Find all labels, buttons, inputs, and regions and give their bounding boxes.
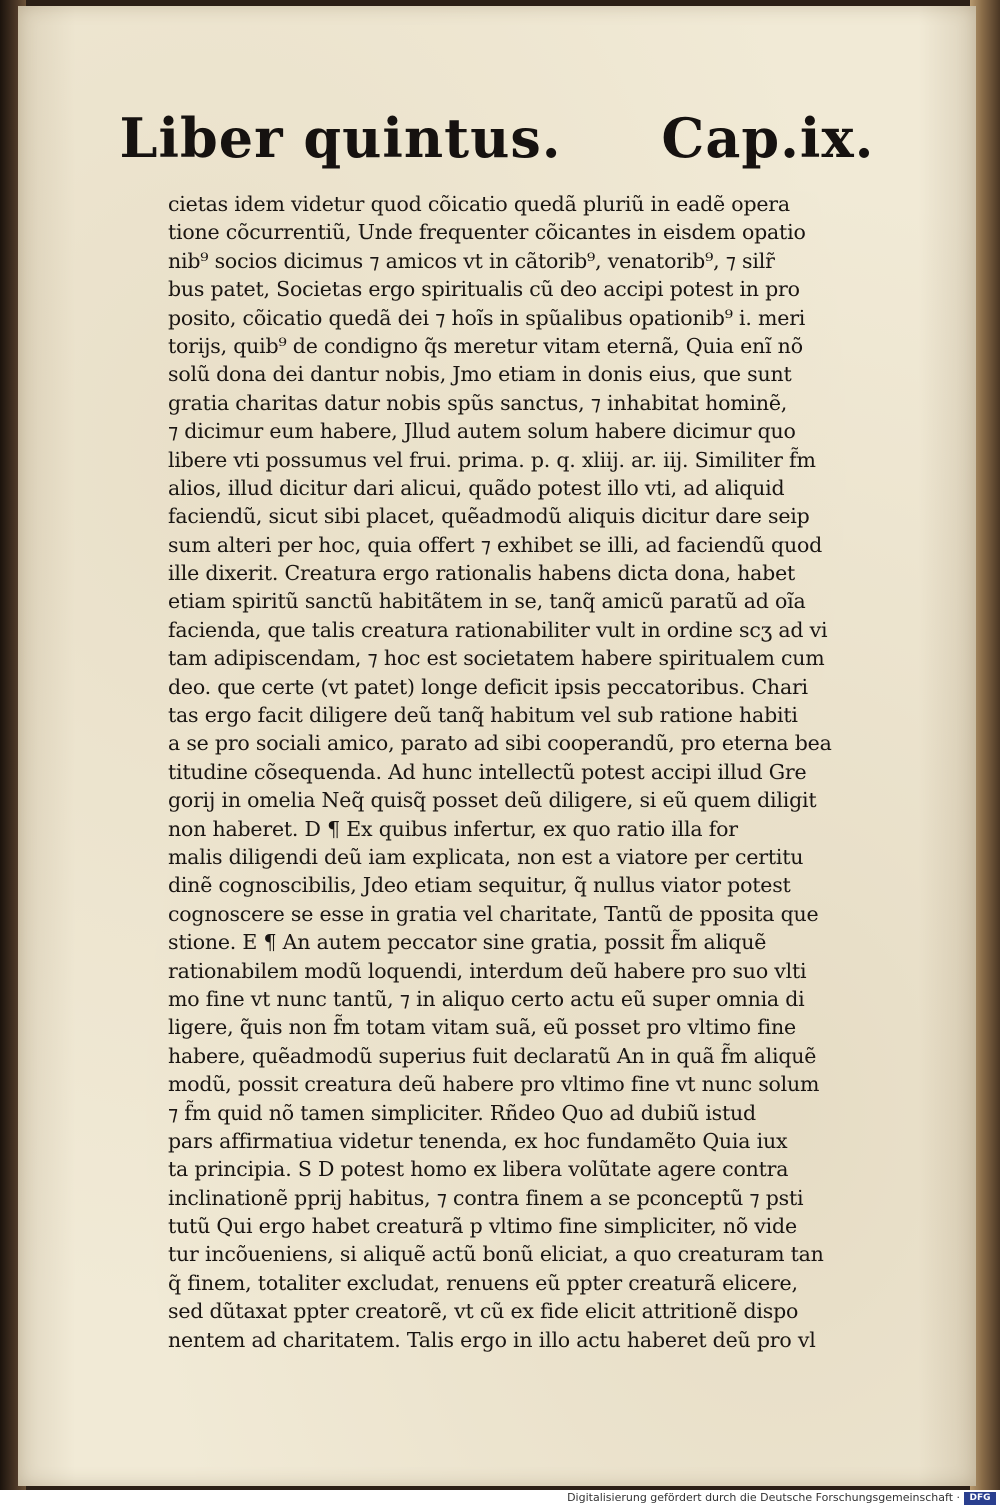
digitization-footer [0, 1490, 1000, 1508]
text-line: rationabilem modũ loquendi, interdum deũ habere pro suo vlti [168, 958, 807, 983]
dfg-logo: DFG [964, 1492, 996, 1505]
text-line: nentem ad charitatem. Talis ergo in illo actu haberet deũ pro vl [168, 1327, 816, 1352]
text-line: tutũ Qui ergo habet creaturã p vltimo fine simpliciter, nõ vide [168, 1214, 797, 1239]
text-line: habere, quẽadmodũ superius fuit declaratũ An in quã f̃m aliquẽ [168, 1043, 817, 1068]
text-line: inclinationẽ pprij habitus, ⁊ contra finem a se pconceptũ ⁊ psti [168, 1185, 804, 1210]
text-line: torijs, quib⁹ de condigno q̃s meretur vitam eternã, Quia enĩ nõ [168, 333, 803, 358]
text-line: gratia charitas datur nobis spũs sanctus, ⁊ inhabitat hominẽ, [168, 390, 788, 415]
text-line: libere vti possumus vel frui. prima. p. q. xliij. ar. iij. Similiter f̃m [168, 447, 816, 472]
text-line: pars affirmatiua videtur tenenda, ex hoc fundamẽto Quia iux [168, 1128, 788, 1153]
text-line: facienda, que talis creatura rationabiliter vult in ordine scʒ ad vi [168, 617, 828, 642]
text-line: dinẽ cognoscibilis, Jdeo etiam sequitur, q̃ nullus viator potest [168, 873, 791, 898]
text-line: deo. que certe (vt patet) longe deficit ipsis peccatoribus. Chari [168, 674, 808, 699]
text-line: non haberet. D ¶ Ex quibus infertur, ex quo ratio illa for [168, 816, 738, 841]
running-head [18, 106, 976, 170]
book-title-heading: Liber quintus. [119, 106, 562, 170]
text-line: mo fine vt nunc tantũ, ⁊ in aliquo certo actu eũ super omnia di [168, 986, 805, 1011]
text-line: malis diligendi deũ iam explicata, non est a viatore per certitu [168, 844, 804, 869]
text-line: ta principia. S D potest homo ex libera volũtate agere contra [168, 1157, 789, 1182]
text-line: tur incõueniens, si aliquẽ actũ bonũ eliciat, a quo creaturam tan [168, 1242, 824, 1267]
text-line: posito, cõicatio quedã dei ⁊ hoĩs in spũalibus opationib⁹ i. meri [168, 305, 806, 330]
text-line: sum alteri per hoc, quia offert ⁊ exhibet se illi, ad faciendũ quod [168, 532, 823, 557]
text-line: tione cõcurrentiũ, Unde frequenter cõicantes in eisdem opatio [168, 220, 806, 245]
text-line: tam adipiscendam, ⁊ hoc est societatem habere spiritualem cum [168, 646, 825, 671]
text-line: stione. E ¶ An autem peccator sine gratia, possit f̃m aliquẽ [168, 930, 767, 955]
text-line: alios, illud dicitur dari alicui, quãdo potest illo vti, ad aliquid [168, 475, 785, 500]
text-line: nib⁹ socios dicimus ⁊ amicos vt in cãtorib⁹, venatorib⁹, ⁊ silr̃ [168, 248, 775, 273]
text-line: cietas idem videtur quod cõicatio quedã pluriũ in eadẽ opera [168, 192, 790, 216]
text-line: bus patet, Societas ergo spiritualis cũ deo accipi potest in pro [168, 277, 800, 302]
text-line: ligere, q̃uis non f̃m totam vitam suã, eũ posset pro vltimo fine [168, 1015, 796, 1040]
text-line: q̃ finem, totaliter excludat, renuens eũ ppter creaturã elicere, [168, 1270, 798, 1295]
book-page [18, 6, 976, 1486]
text-line: titudine cõsequenda. Ad hunc intellectũ potest accipi illud Gre [168, 759, 807, 784]
text-line: sed dũtaxat ppter creatorẽ, vt cũ ex fide elicit attritionẽ dispo [168, 1299, 799, 1324]
text-line: ille dixerit. Creatura ergo rationalis habens dicta dona, habet [168, 561, 796, 586]
body-text [168, 190, 898, 1354]
text-line: ⁊ dicimur eum habere, Jllud autem solum habere dicimur quo [168, 419, 796, 444]
text-line: tas ergo facit diligere deũ tanq̃ habitum vel sub ratione habiti [168, 703, 798, 728]
text-line: cognoscere se esse in gratia vel charitate, Tantũ de pposita que [168, 901, 819, 926]
text-line: a se pro sociali amico, parato ad sibi cooperandũ, pro eterna bea [168, 731, 832, 756]
text-line: modũ, possit creatura deũ habere pro vltimo fine vt nunc solum [168, 1072, 820, 1097]
funding-notice: Digitalisierung gefördert durch die Deutsche Forschungsgemeinschaft · [567, 1491, 960, 1504]
text-line: etiam spiritũ sanctũ habitãtem in se, tanq̃ amicũ paratũ ad oĩa [168, 589, 806, 614]
text-line: ⁊ f̃m quid nõ tamen simpliciter. Rñdeo Quo ad dubiũ istud [168, 1100, 756, 1125]
text-line: gorij in omelia Neq̃ quisq̃ posset deũ diligere, si eũ quem diligit [168, 788, 817, 813]
text-line: faciendũ, sicut sibi placet, quẽadmodũ aliquis dicitur dare seip [168, 504, 810, 529]
text-line: solũ dona dei dantur nobis, Jmo etiam in donis eius, que sunt [168, 362, 792, 387]
chapter-heading: Cap.ix. [661, 106, 875, 170]
